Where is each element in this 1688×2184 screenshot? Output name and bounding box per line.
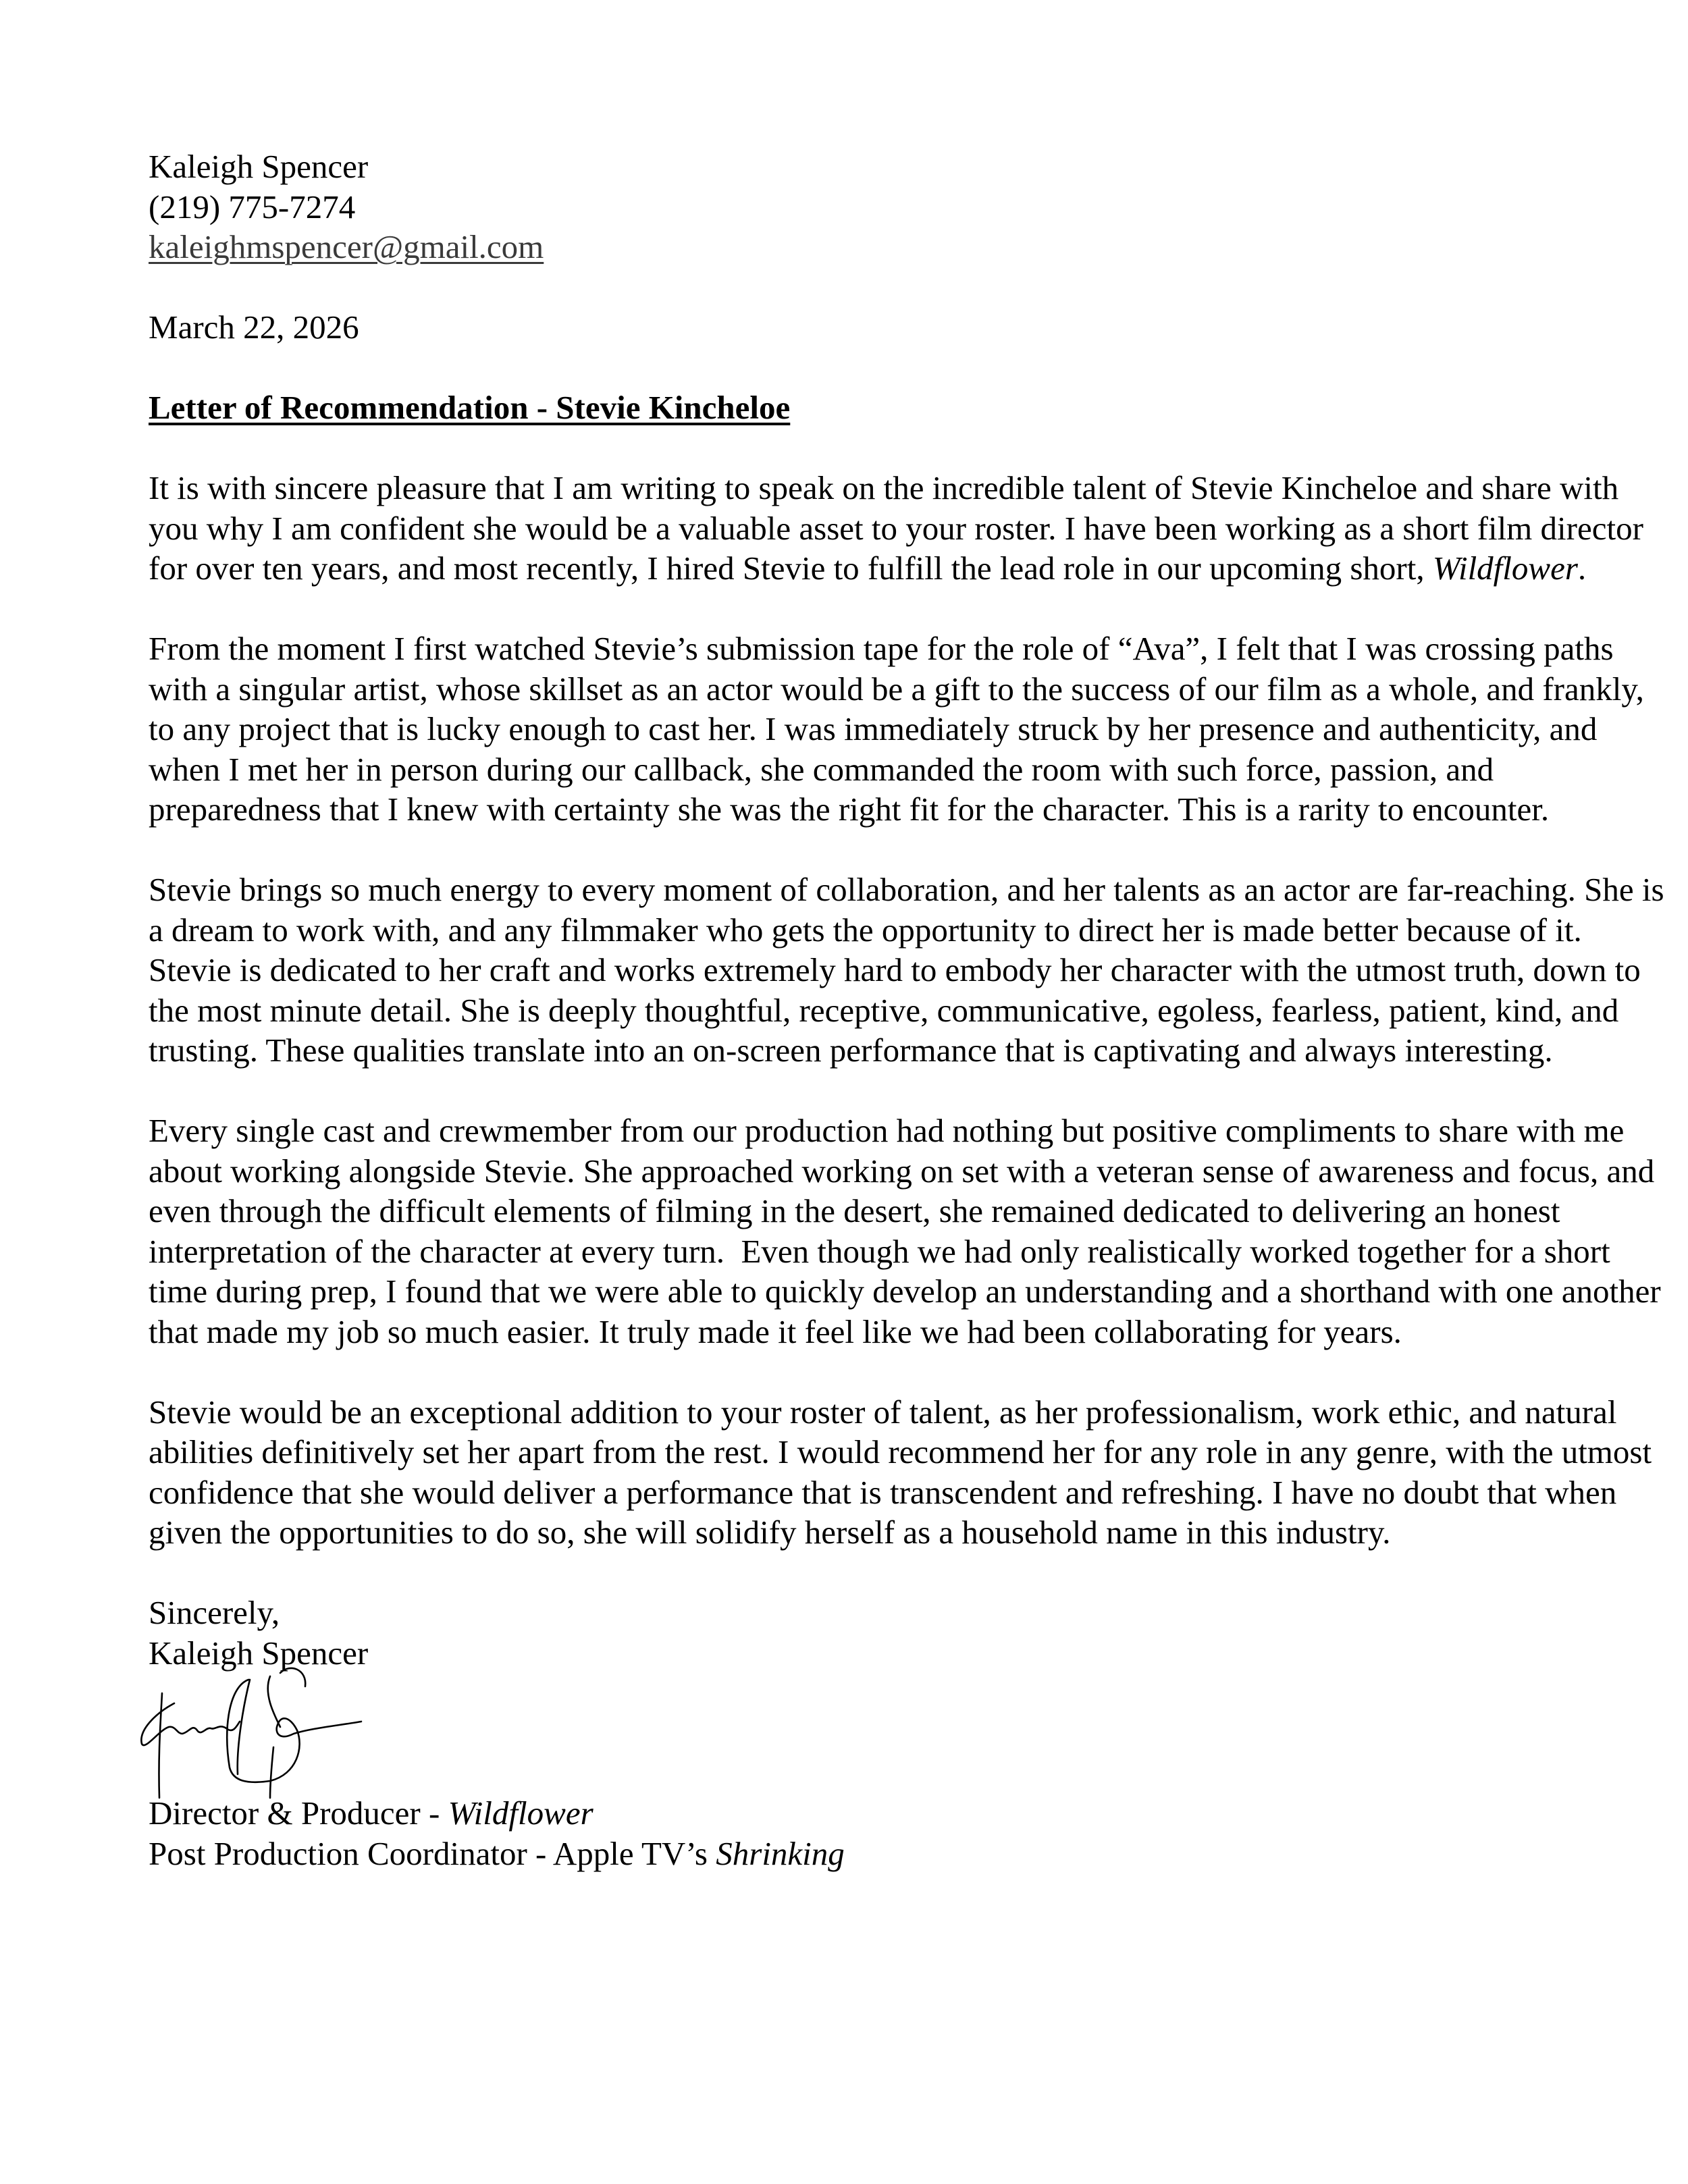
body-paragraph bbox=[149, 1392, 1652, 1553]
line-text: trusting. These qualities translate into an on-screen performance that is captivating and always interesting. bbox=[149, 1032, 1553, 1069]
paragraph-line bbox=[149, 1512, 1566, 1553]
line-text: interpretation of the character at every turn. Even though we had only realistically worked together for a short bbox=[149, 1232, 1610, 1270]
sender-name: Kaleigh Spencer bbox=[149, 148, 369, 185]
paragraph-line bbox=[149, 1151, 1655, 1192]
line-text: to any project that is lucky enough to cast her. I was immediately struck by her presence and authenticity, and bbox=[149, 710, 1598, 747]
body-paragraph bbox=[149, 1111, 1661, 1352]
line-text: preparedness that I knew with certainty she was the right fit for the character. This is a rarity to encounter. bbox=[149, 791, 1550, 828]
paragraph-line bbox=[149, 1472, 1617, 1513]
closing-name: Kaleigh Spencer bbox=[149, 1634, 369, 1672]
paragraph-line bbox=[149, 508, 1643, 549]
line-text: with a singular artist, whose skillset as an actor would be a gift to the success of our film as a whole, and frankly, bbox=[149, 670, 1644, 708]
paragraph-line bbox=[149, 669, 1644, 710]
paragraph-line bbox=[149, 1111, 1625, 1151]
paragraph-line bbox=[149, 1432, 1652, 1472]
line-text: when I met her in person during our callback, she commanded the room with such force, passion, and bbox=[149, 750, 1494, 788]
signer-role-1: Director & Producer - Wildflower bbox=[149, 1794, 594, 1832]
paragraph-line bbox=[149, 548, 1587, 589]
line-text: for over ten years, and most recently, I hired Stevie to fulfill the lead role in our upcoming short, bbox=[149, 550, 1433, 587]
line-text: given the opportunities to do so, she will solidify herself as a household name in this industry. bbox=[149, 1514, 1391, 1551]
paragraph-line bbox=[149, 1191, 1566, 1231]
line-text: abilities definitively set her apart from the rest. I would recommend her for any role in any genre, with the utmost bbox=[149, 1433, 1652, 1470]
paragraph-line bbox=[149, 749, 1566, 790]
line-text: confidence that she would deliver a performance that is transcendent and refreshing. I have no doubt that when bbox=[149, 1473, 1617, 1511]
paragraph-line bbox=[149, 1312, 1566, 1352]
line-text: time during prep, I found that we were able to quickly develop an understanding and a shorthand with one another bbox=[149, 1273, 1661, 1310]
signer-role-2: Post Production Coordinator - Apple TV’s Shrinking bbox=[149, 1834, 845, 1872]
line-text: that made my job so much easier. It truly made it feel like we had been collaborating for years. bbox=[149, 1312, 1402, 1350]
line-text: Every single cast and crewmember from our production had nothing but positive compliments to share with me bbox=[149, 1112, 1625, 1149]
line-text: about working alongside Stevie. She approached working on set with a veteran sense of awareness and focus, and bbox=[149, 1152, 1655, 1190]
line-text: Stevie would be an exceptional addition to your roster of talent, as her professionalism, work ethic, and natural bbox=[149, 1393, 1617, 1431]
line-text: even through the difficult elements of filming in the desert, she remained dedicated to delivering an honest bbox=[149, 1192, 1560, 1229]
sender-phone: (219) 775-7274 bbox=[149, 188, 356, 225]
signature bbox=[149, 1673, 1566, 1793]
line-text: It is with sincere pleasure that I am writing to speak on the incredible talent of Stevie Kincheloe and share with bbox=[149, 469, 1619, 506]
film-title: Wildflower bbox=[448, 1794, 594, 1832]
line-text: Stevie brings so much energy to every moment of collaboration, and her talents as an actor are far-reaching. She is bbox=[149, 871, 1664, 908]
letter-date: March 22, 2026 bbox=[149, 309, 359, 346]
sender-email-link[interactable]: kaleighmspencer@gmail.com bbox=[149, 228, 544, 265]
letter-title: Letter of Recommendation - Stevie Kincheloe bbox=[149, 389, 791, 426]
line-text: the most minute detail. She is deeply thoughtful, receptive, communicative, egoless, fearless, patient, kind, and bbox=[149, 991, 1619, 1029]
paragraph-line bbox=[149, 990, 1619, 1031]
letter-page bbox=[149, 147, 1664, 1873]
body-paragraph bbox=[149, 629, 1644, 830]
line-text: . bbox=[1577, 550, 1587, 587]
paragraph-line bbox=[149, 870, 1664, 910]
closing-salutation: Sincerely, bbox=[149, 1594, 280, 1631]
paragraph-line bbox=[149, 950, 1641, 990]
body-paragraph bbox=[149, 870, 1664, 1071]
paragraph-line bbox=[149, 910, 1582, 951]
paragraph-line bbox=[149, 629, 1614, 669]
paragraph-line bbox=[149, 1271, 1661, 1312]
paragraph-line bbox=[149, 468, 1619, 508]
body-paragraph bbox=[149, 468, 1643, 589]
letter-body bbox=[149, 468, 1664, 1593]
paragraph-line bbox=[149, 1231, 1610, 1272]
show-title: Shrinking bbox=[716, 1834, 845, 1872]
paragraph-line bbox=[149, 709, 1598, 749]
line-text: From the moment I first watched Stevie’s submission tape for the role of “Ava”, I felt that I was crossing paths bbox=[149, 630, 1614, 667]
line-text: you why I am confident she would be a valuable asset to your roster. I have been working as a short film director bbox=[149, 509, 1643, 547]
italic-title: Wildflower bbox=[1432, 550, 1578, 587]
paragraph-line bbox=[149, 1030, 1566, 1071]
paragraph-line bbox=[149, 1392, 1617, 1433]
line-text: Stevie is dedicated to her craft and works extremely hard to embody her character with the utmost truth, down to bbox=[149, 951, 1641, 988]
line-text: a dream to work with, and any filmmaker who gets the opportunity to direct her is made better because of it. bbox=[149, 911, 1582, 949]
paragraph-line bbox=[149, 789, 1566, 830]
